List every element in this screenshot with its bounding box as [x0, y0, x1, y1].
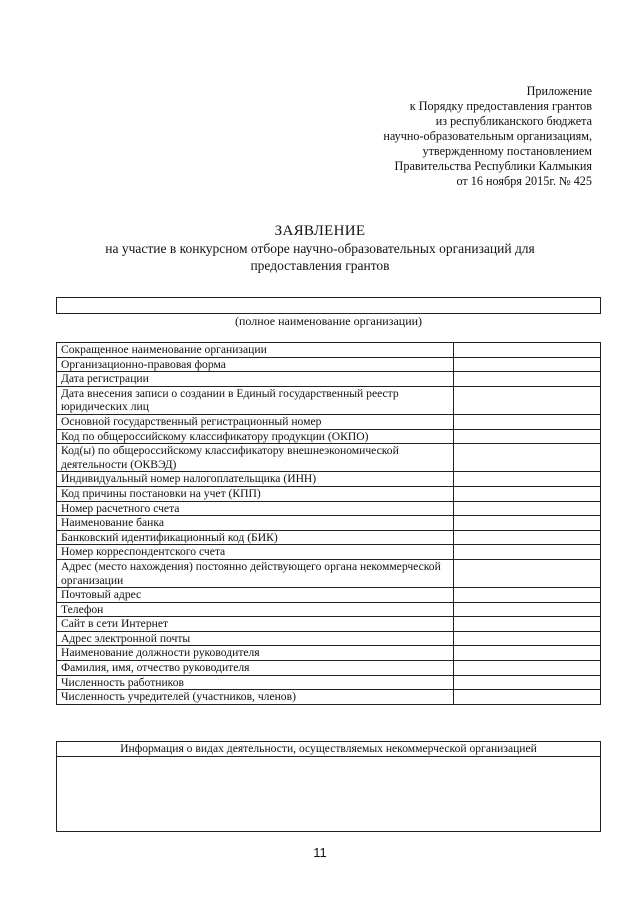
appendix-line: из республиканского бюджета — [435, 114, 592, 128]
row-value-field[interactable] — [454, 414, 601, 429]
table-row — [57, 661, 601, 676]
appendix-block — [383, 84, 592, 189]
row-label: Телефон — [57, 602, 454, 617]
table-row — [57, 675, 601, 690]
row-label: Код по общероссийскому классификатору продукции (ОКПО) — [57, 429, 454, 444]
row-label: Дата регистрации — [57, 372, 454, 387]
appendix-line: Приложение — [526, 84, 592, 98]
table-row — [57, 486, 601, 501]
row-value-field[interactable] — [454, 501, 601, 516]
row-value-field[interactable] — [454, 429, 601, 444]
table-row — [57, 372, 601, 387]
row-label: Банковский идентификационный код (БИК) — [57, 530, 454, 545]
row-label: Код причины постановки на учет (КПП) — [57, 486, 454, 501]
requisites-table — [56, 342, 601, 705]
table-row — [57, 530, 601, 545]
organization-name-caption: (полное наименование организации) — [234, 314, 423, 328]
table-row — [57, 343, 601, 358]
row-value-field[interactable] — [454, 486, 601, 501]
row-value-field[interactable] — [454, 631, 601, 646]
appendix-line: Правительства Республики Калмыкия — [394, 159, 592, 173]
activities-table — [56, 741, 601, 832]
row-label: Почтовый адрес — [57, 588, 454, 603]
row-value-field[interactable] — [454, 588, 601, 603]
row-label: Сокращенное наименование организации — [57, 343, 454, 358]
row-label: Дата внесения записи о создании в Единый государственный реестр юридических лиц — [57, 386, 454, 414]
table-row — [57, 646, 601, 661]
row-value-field[interactable] — [454, 602, 601, 617]
row-value-field[interactable] — [454, 690, 601, 705]
appendix-line: утвержденному постановлением — [422, 144, 592, 158]
activities-field[interactable] — [57, 757, 601, 832]
row-label: Индивидуальный номер налогоплательщика (ИНН) — [57, 472, 454, 487]
table-row — [57, 617, 601, 632]
page-number: 11 — [313, 845, 327, 860]
row-value-field[interactable] — [454, 343, 601, 358]
row-value-field[interactable] — [454, 357, 601, 372]
row-label: Основной государственный регистрационный номер — [57, 414, 454, 429]
table-row — [57, 357, 601, 372]
row-label: Фамилия, имя, отчество руководителя — [57, 661, 454, 676]
row-label: Численность работников — [57, 675, 454, 690]
table-row — [57, 414, 601, 429]
table-row — [57, 444, 601, 472]
table-row — [57, 429, 601, 444]
row-label: Адрес (место нахождения) постоянно действующего органа некоммерческой организации — [57, 559, 454, 587]
row-value-field[interactable] — [454, 559, 601, 587]
table-row — [57, 602, 601, 617]
row-value-field[interactable] — [454, 617, 601, 632]
row-label: Наименование банка — [57, 516, 454, 531]
table-row — [57, 386, 601, 414]
row-value-field[interactable] — [454, 516, 601, 531]
row-value-field[interactable] — [454, 444, 601, 472]
row-value-field[interactable] — [454, 545, 601, 560]
row-label: Адрес электронной почты — [57, 631, 454, 646]
row-label: Код(ы) по общероссийскому классификатору внешнеэкономической деятельности (ОКВЭД) — [57, 444, 454, 472]
document-title — [40, 222, 600, 274]
row-label: Организационно-правовая форма — [57, 357, 454, 372]
appendix-line: к Порядку предоставления грантов — [409, 99, 592, 113]
activities-header: Информация о видах деятельности, осуществляемых некоммерческой организацией — [57, 742, 601, 757]
appendix-line: научно-образовательным организациям, — [383, 129, 592, 143]
table-row — [57, 501, 601, 516]
table-row — [57, 516, 601, 531]
title-sub-line1: на участие в конкурсном отборе научно-образовательных организаций для — [105, 241, 535, 256]
table-row — [57, 559, 601, 587]
table-row — [57, 545, 601, 560]
row-value-field[interactable] — [454, 472, 601, 487]
appendix-line: от 16 ноября 2015г. № 425 — [456, 174, 592, 188]
title-sub-line2: предоставления грантов — [250, 258, 390, 273]
row-label: Номер расчетного счета — [57, 501, 454, 516]
row-value-field[interactable] — [454, 661, 601, 676]
row-value-field[interactable] — [454, 530, 601, 545]
title-main: ЗАЯВЛЕНИЕ — [274, 223, 366, 239]
row-value-field[interactable] — [454, 646, 601, 661]
row-value-field[interactable] — [454, 386, 601, 414]
table-row — [57, 588, 601, 603]
row-label: Сайт в сети Интернет — [57, 617, 454, 632]
row-label: Номер корреспондентского счета — [57, 545, 454, 560]
table-row — [57, 472, 601, 487]
organization-name-field[interactable] — [56, 297, 601, 314]
table-row — [57, 690, 601, 705]
table-row — [57, 631, 601, 646]
row-label: Численность учредителей (участников, членов) — [57, 690, 454, 705]
row-label: Наименование должности руководителя — [57, 646, 454, 661]
row-value-field[interactable] — [454, 372, 601, 387]
row-value-field[interactable] — [454, 675, 601, 690]
